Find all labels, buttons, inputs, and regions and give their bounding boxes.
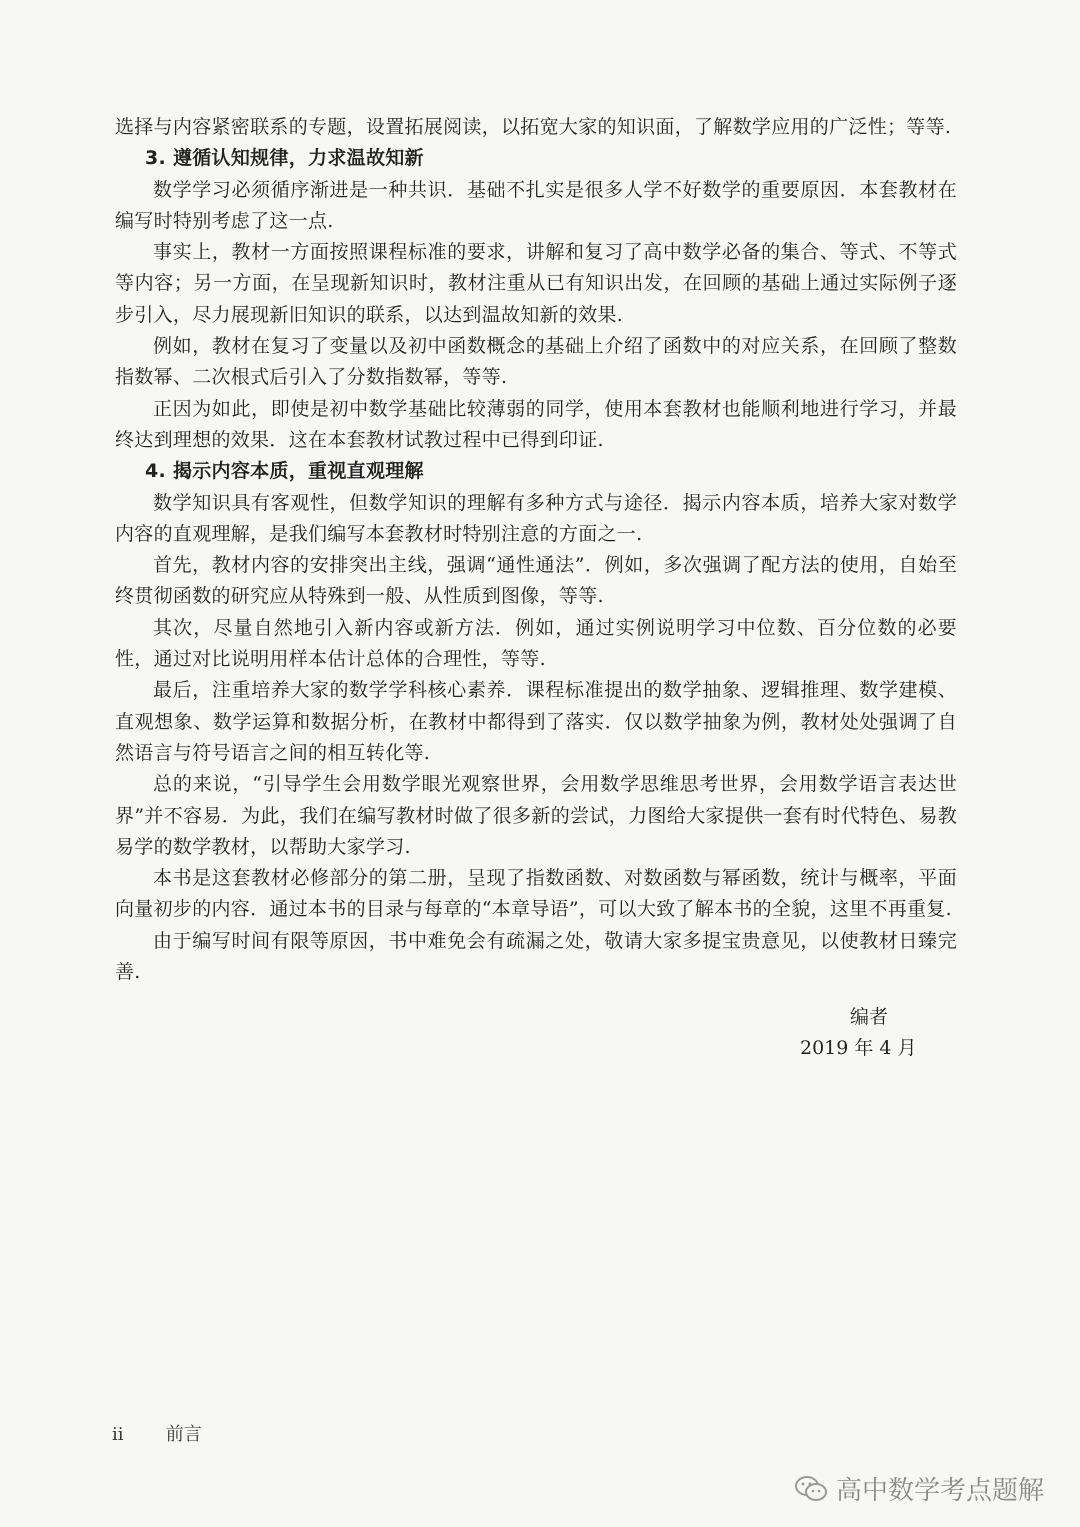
signature-role: 编者 [850, 1006, 889, 1028]
page-number: ii [112, 1424, 124, 1445]
watermark [794, 1470, 1044, 1507]
paragraph: 数学学习必须循序渐进是一种共识．基础不扎实是很多人学不好数学的重要原因．本套教材在编写时特别考虑了这一点. [115, 178, 957, 232]
paragraph: 事实上，教材一方面按照课程标准的要求，讲解和复习了高中数学必备的集合、等式、不等式等内容；另一方面，在呈现新知识时，教材注重从已有知识出发，在回顾的基础上通过实际例子逐步引入，尽力展现新旧知识的联系，以达到温故知新的效果. [115, 241, 957, 326]
section-heading: 4. 揭示内容本质，重视直观理解 [145, 460, 424, 483]
paragraph: 数学知识具有客观性，但数学知识的理解有多种方式与途径．揭示内容本质，培养大家对数学内容的直观理解，是我们编写本套教材时特别注意的方面之一. [115, 491, 957, 545]
paragraph: 本书是这套教材必修部分的第二册，呈现了指数函数、对数函数与幂函数，统计与概率，平面向量初步的内容．通过本书的目录与每章的“本章导语”，可以大致了解本书的全貌，这里不再重复. [115, 867, 957, 921]
wechat-icon [794, 1475, 828, 1503]
paragraph: 总的来说，“引导学生会用数学眼光观察世界，会用数学思维思考世界，会用数学语言表达世界”并不容易．为此，我们在编写教材时做了很多新的尝试，力图给大家提供一套有时代特色、易教易学的数学教材，以帮助大家学习. [115, 773, 957, 858]
preface-body [115, 112, 957, 988]
paragraph: 选择与内容紧密联系的专题，设置拓展阅读，以拓宽大家的知识面，了解数学应用的广泛性；等等. [115, 116, 952, 138]
paragraph: 最后，注重培养大家的数学学科核心素养．课程标准提出的数学抽象、逻辑推理、数学建模、直观想象、数学运算和数据分析，在教材中都得到了落实．仅以数学抽象为例，教材处处强调了自然语言与符号语言之间的相互转化等. [115, 679, 957, 764]
section-heading: 3. 遵循认知规律，力求温故知新 [145, 147, 424, 170]
page-footer [112, 1420, 202, 1446]
signature-block [800, 1002, 940, 1064]
watermark-text: 高中数学考点题解 [835, 1476, 1044, 1506]
paragraph: 其次，尽量自然地引入新内容或新方法．例如，通过实例说明学习中位数、百分位数的必要性，通过对比说明用样本估计总体的合理性，等等. [115, 616, 957, 671]
paragraph: 由于编写时间有限等原因，书中难免会有疏漏之处，敬请大家多提宝贵意见，以使教材日臻完善. [115, 929, 957, 984]
footer-section-title: 前言 [165, 1424, 202, 1445]
paragraph: 首先，教材内容的安排突出主线，强调“通性通法”．例如，多次强调了配方法的使用，自始至终贯彻函数的研究应从特殊到一般、从性质到图像，等等. [115, 554, 957, 608]
paragraph: 正因为如此，即使是初中数学基础比较薄弱的同学，使用本套教材也能顺利地进行学习，并最终达到理想的效果．这在本套教材试教过程中已得到印证. [115, 397, 957, 451]
paragraph: 例如，教材在复习了变量以及初中函数概念的基础上介绍了函数中的对应关系，在回顾了整数指数幂、二次根式后引入了分数指数幂，等等. [115, 335, 957, 389]
signature-date: 2019 年 4 月 [800, 1037, 917, 1059]
